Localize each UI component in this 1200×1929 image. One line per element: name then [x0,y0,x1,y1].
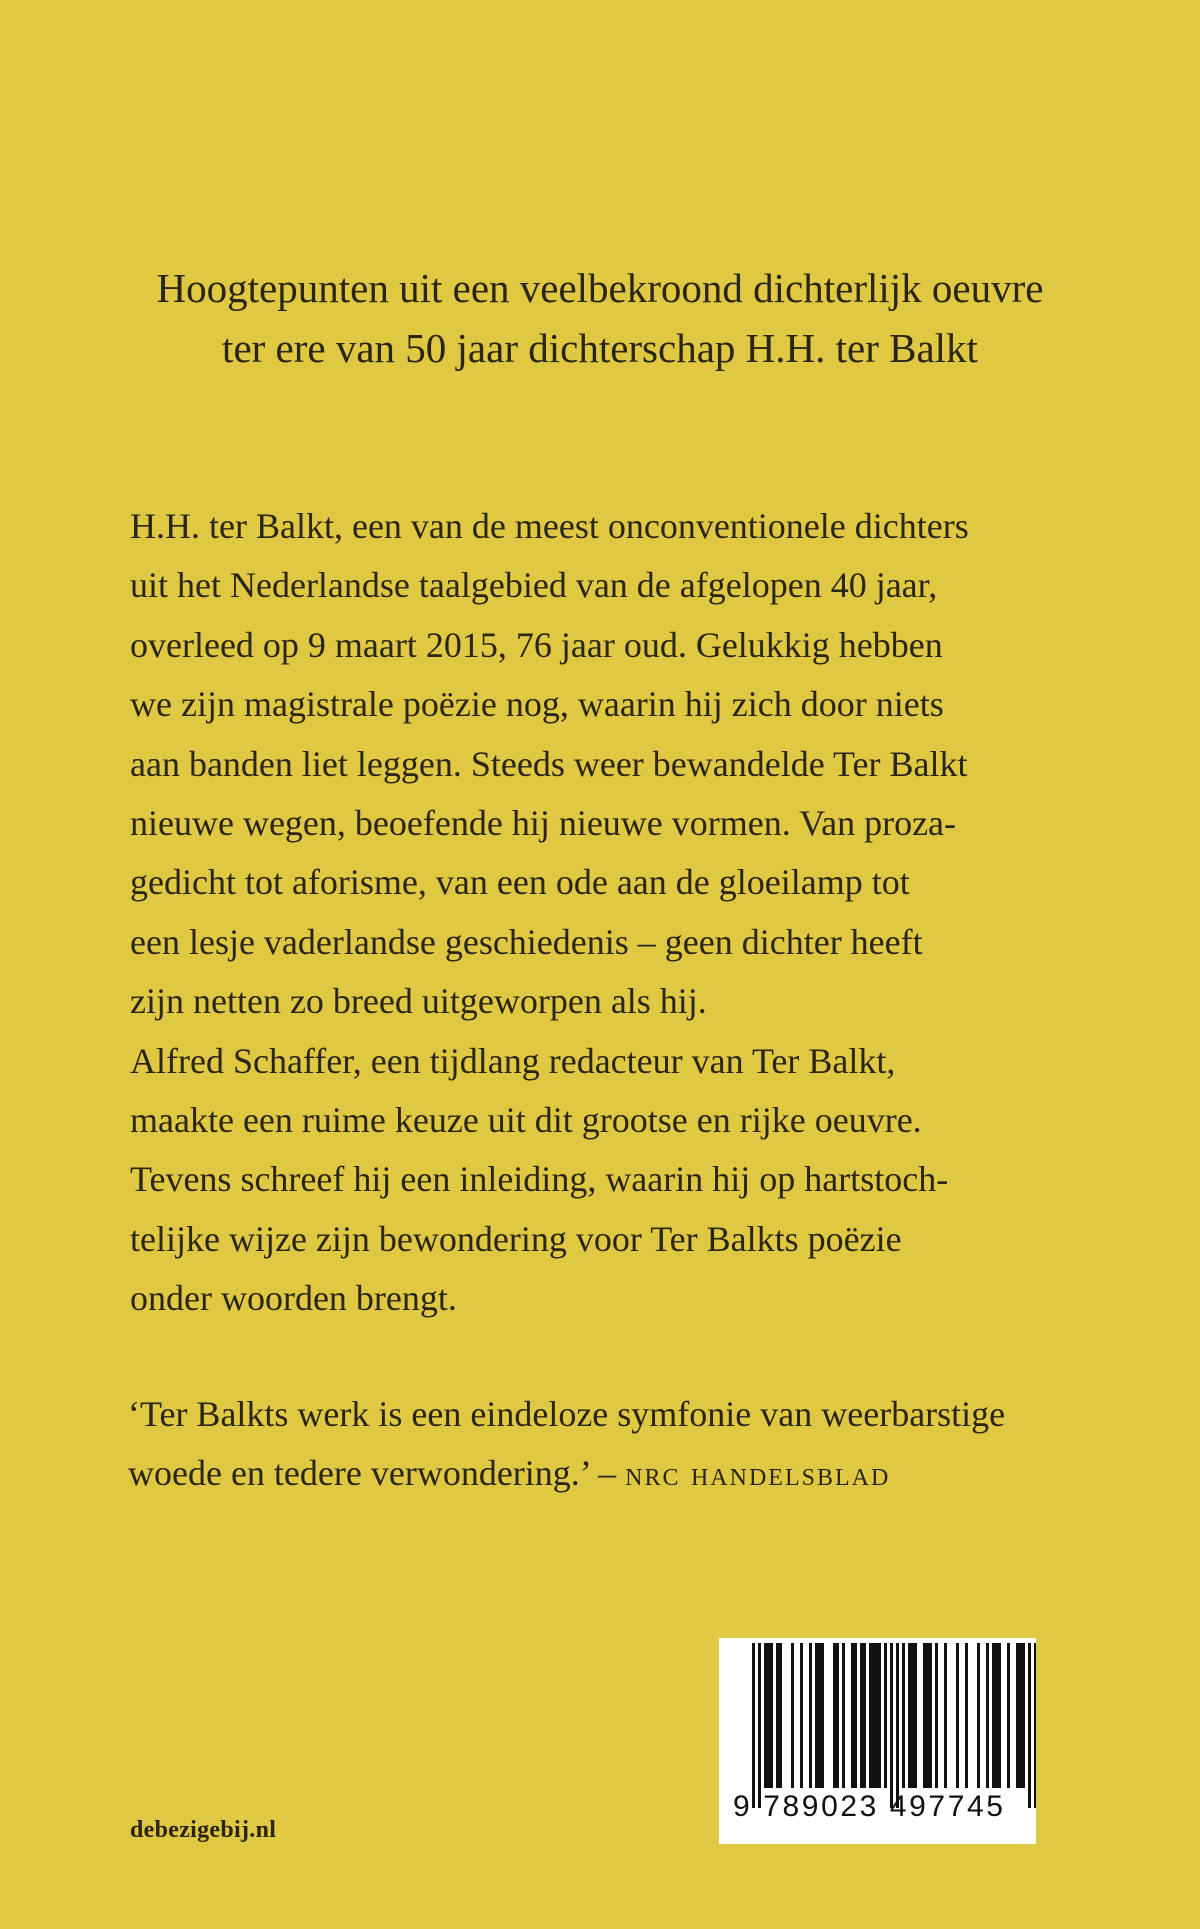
barcode-bar [926,1643,929,1788]
barcode-bar [818,1643,821,1788]
blurb-line: onder woorden brengt. [130,1278,457,1319]
quote-dash: – [589,1453,626,1493]
isbn-barcode [719,1638,1036,1844]
barcode-bar [800,1643,803,1788]
blurb-line: H.H. ter Balkt, een van de meest onconventionele dichters [130,506,969,546]
blurb-line: uit het Nederlandse taalgebied van de afgelopen 40 jaar, [130,565,938,606]
barcode-bar [767,1643,770,1788]
barcode-bar [821,1643,824,1788]
barcode-bar [860,1643,863,1788]
barcode-bar [908,1643,911,1788]
isbn-digits: 9 789023 497745 [733,1790,1006,1823]
barcode-bar [764,1643,767,1788]
barcode-bar [851,1643,854,1788]
blurb-line: gedicht tot aforisme, van een ode aan de gloeilamp tot [130,862,910,903]
barcode-bar [986,1643,989,1788]
blurb-line: aan banden liet leggen. Steeds weer bewandelde Ter Balkt [130,743,968,784]
barcode-bar [878,1643,881,1788]
barcode-bar [956,1643,959,1788]
barcode-bar [896,1643,899,1808]
barcode-bar [890,1643,893,1808]
quote-line: ‘Ter Balkts werk is een eindeloze symfonie van weerbarstige [128,1394,1006,1434]
barcode-bar [854,1643,857,1788]
barcode-bar [911,1643,914,1788]
barcode-bar [875,1643,878,1788]
barcode-bar [863,1643,866,1788]
barcode-bar [998,1643,1001,1788]
barcode-bar [872,1643,875,1788]
barcode-bar [965,1643,968,1788]
barcode-bar [836,1643,839,1788]
barcode-bar [869,1643,872,1788]
blurb-line: telijke wijze zijn bewondering voor Ter Balkts poëzie [130,1218,902,1259]
quote-source: nrc handelsblad [625,1456,891,1493]
barcode-bar [815,1643,818,1788]
barcode-bar [884,1643,887,1788]
barcode-bar [1028,1643,1031,1808]
barcode-bar [776,1643,779,1788]
barcode-bar [833,1643,836,1788]
barcode-bar [770,1643,773,1788]
barcode-bar [779,1643,782,1788]
barcode-bar [935,1643,938,1788]
barcode-bar [809,1643,812,1788]
barcode-bar [992,1643,995,1788]
barcode-bar [842,1643,845,1788]
barcode-bar [758,1643,761,1808]
barcode-bar [1022,1643,1025,1788]
barcode-bar [752,1643,755,1808]
quote-line-final [128,1444,1128,1504]
barcode-bar [929,1643,932,1788]
barcode-bar [1007,1643,1010,1788]
barcode-bar [923,1643,926,1788]
blurb-line: overleed op 9 maart 2015, 76 jaar oud. Gelukkig hebben [130,624,943,665]
barcode-bar [944,1643,947,1788]
barcode-bar [902,1643,905,1788]
barcode-bar [977,1643,980,1788]
barcode-bar [914,1643,917,1788]
blurb-line: een lesje vaderlandse geschiedenis – geen dichter heeft [130,921,923,962]
blurb-line: Tevens schreef hij een inleiding, waarin hij op hartstoch- [130,1159,949,1200]
barcode-bar [791,1643,794,1788]
tagline-line: ter ere van 50 jaar dichterschap H.H. ter Balkt [222,325,978,371]
blurb-line: maakte een ruime keuze uit dit grootse en rijke oeuvre. [130,1100,922,1141]
press-quote [128,1385,1128,1504]
tagline-line: Hoogtepunten uit een veelbekroond dichterlijk oeuvre [156,265,1044,311]
blurb-line: Alfred Schaffer, een tijdlang redacteur van Ter Balkt, [130,1040,896,1081]
blurb-line: nieuwe wegen, beoefende hij nieuwe vormen. Van proza- [130,803,957,844]
tagline [0,258,1200,378]
blurb-line: zijn netten zo breed uitgeworpen als hij. [130,981,707,1022]
blurb-paragraph [130,497,1130,1329]
barcode-bar [1016,1643,1019,1788]
quote-text: woede en tedere verwondering.’ [128,1453,590,1493]
barcode-bar [1019,1643,1022,1788]
barcode-bar [995,1643,998,1788]
blurb-line: we zijn magistrale poëzie nog, waarin hij zich door niets [130,684,944,725]
barcode-bar [1034,1643,1036,1808]
publisher-website: debezigebij.nl [130,1817,277,1843]
